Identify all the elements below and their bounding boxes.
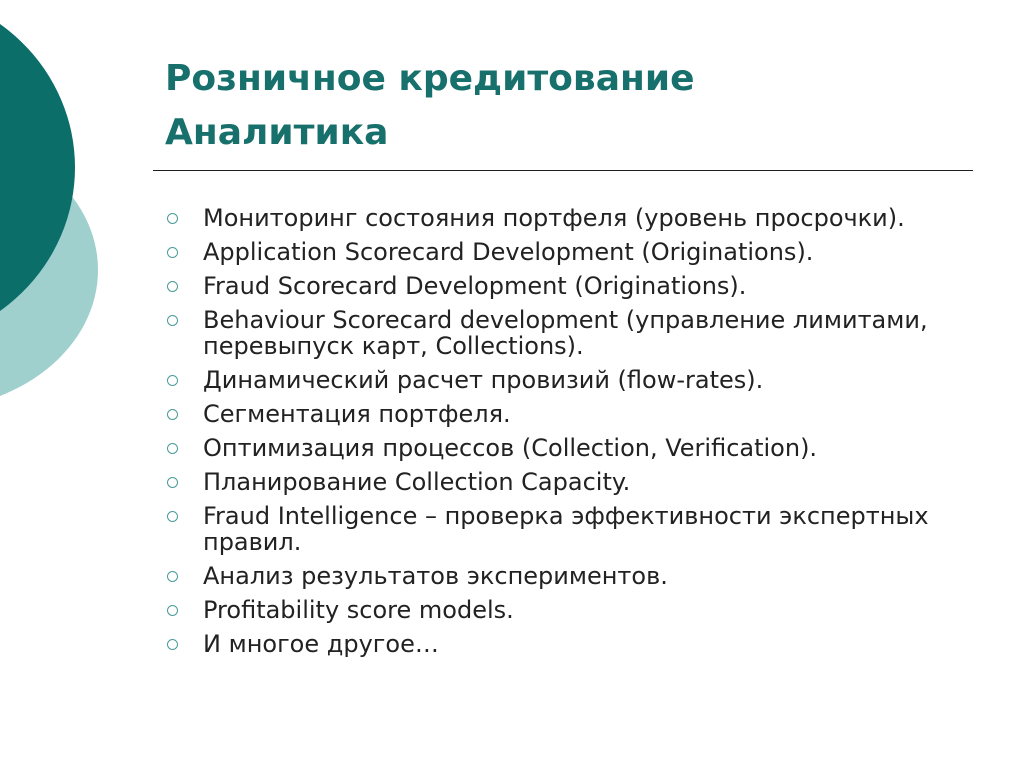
list-item-text: Планирование Collection Capacity. <box>203 468 631 496</box>
list-item <box>160 503 990 555</box>
bullet-list <box>160 205 990 665</box>
hollow-circle-bullet-icon <box>167 639 178 650</box>
hollow-circle-bullet-icon <box>167 281 178 292</box>
list-item <box>160 367 990 393</box>
hollow-circle-bullet-icon <box>167 409 178 420</box>
list-item <box>160 597 990 623</box>
title-line-2: Аналитика <box>165 112 389 153</box>
list-item <box>160 273 990 299</box>
hollow-circle-bullet-icon <box>167 477 178 488</box>
hollow-circle-bullet-icon <box>167 571 178 582</box>
list-item-text: Application Scorecard Development (Originations). <box>203 238 814 266</box>
list-item-text: Сегментация портфеля. <box>203 400 511 428</box>
slide-title <box>165 52 985 160</box>
list-item-text: Fraud Scorecard Development (Originations). <box>203 272 747 300</box>
list-item-text: Мониторинг состояния портфеля (уровень просрочки). <box>203 204 905 232</box>
hollow-circle-bullet-icon <box>167 375 178 386</box>
hollow-circle-bullet-icon <box>167 511 178 522</box>
hollow-circle-bullet-icon <box>167 315 178 326</box>
list-item-text: Анализ результатов экспериментов. <box>203 562 668 590</box>
list-item-text: Profitability score models. <box>203 596 514 624</box>
title-line-1: Розничное кредитование <box>165 58 695 99</box>
list-item <box>160 401 990 427</box>
list-item <box>160 631 990 657</box>
list-item <box>160 563 990 589</box>
list-item-text: Динамический расчет провизий (flow-rates). <box>203 366 764 394</box>
list-item-text: Fraud Intelligence – проверка эффективности экспертных правил. <box>203 502 929 556</box>
list-item-text: И многое другое… <box>203 630 439 658</box>
list-item <box>160 435 990 461</box>
list-item <box>160 239 990 265</box>
title-divider <box>153 170 973 171</box>
list-item-text: Behaviour Scorecard development (управление лимитами, перевыпуск карт, Collections). <box>203 306 928 360</box>
hollow-circle-bullet-icon <box>167 605 178 616</box>
list-item <box>160 205 990 231</box>
hollow-circle-bullet-icon <box>167 443 178 454</box>
hollow-circle-bullet-icon <box>167 213 178 224</box>
list-item-text: Оптимизация процессов (Collection, Verification). <box>203 434 818 462</box>
list-item <box>160 307 990 359</box>
hollow-circle-bullet-icon <box>167 247 178 258</box>
list-item <box>160 469 990 495</box>
